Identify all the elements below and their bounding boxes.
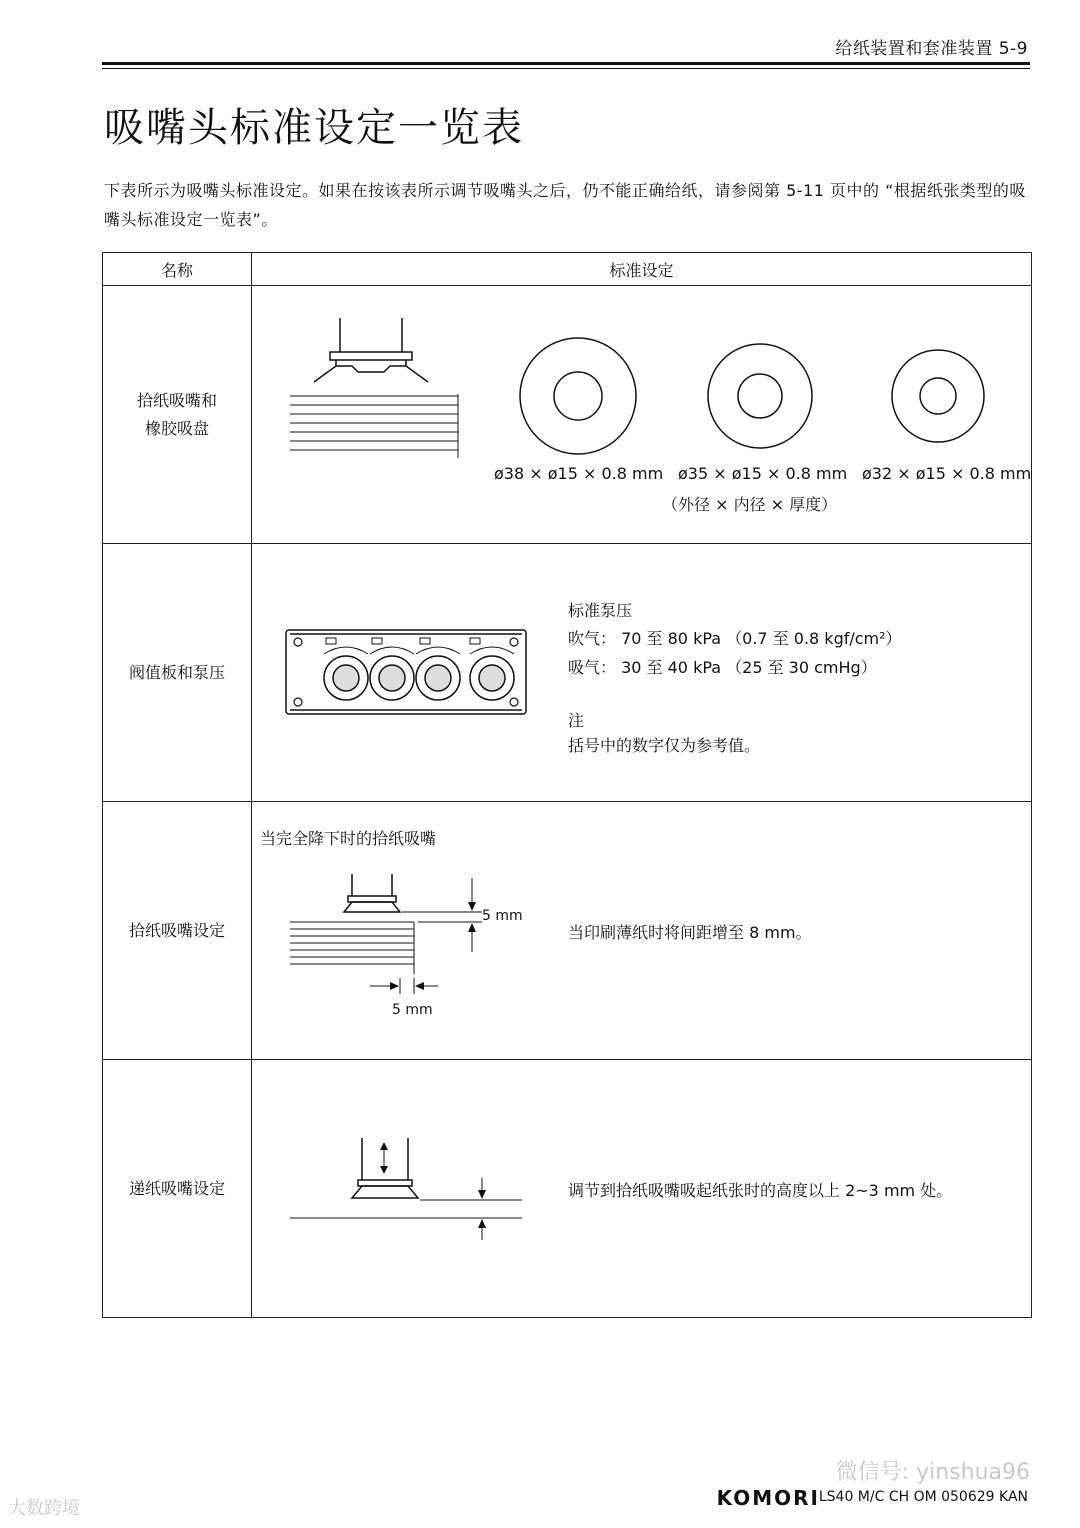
header-rule: [102, 62, 1030, 65]
table-row: [103, 286, 1032, 544]
row-setting-cell: [252, 544, 1032, 802]
forwarding-nozzle-diagram: [252, 1060, 552, 1317]
dimension-arrows: [390, 902, 476, 990]
valve-knobs: [324, 656, 514, 700]
thin-paper-note: 当印刷薄纸时将间距增至 8 mm。: [568, 923, 812, 942]
section-header: 给纸装置和套准装置 5-9: [835, 39, 1028, 59]
rubber-cup-32: [892, 350, 984, 442]
rubber-cup-35-inner: [738, 374, 782, 418]
row-setting-cell: [252, 286, 1032, 544]
cup-size-32: ø32 × ø15 × 0.8 mm: [862, 464, 1032, 483]
row-name-line: 橡胶吸盘: [144, 418, 209, 438]
row-name-cell: [103, 544, 252, 802]
note-label: 注: [568, 711, 585, 730]
screw-icon: [510, 638, 518, 646]
column-header-name: 名称: [103, 253, 252, 286]
row-name-line: 递纸吸嘴设定: [128, 1178, 225, 1198]
column-header-setting: 标准设定: [252, 253, 1032, 286]
page-title: 吸嘴头标准设定一览表: [104, 105, 524, 151]
row-setting-cell: [252, 1060, 1032, 1318]
suction-pressure: 吸气： 30 至 40 kPa （25 至 30 cmHg）: [568, 658, 877, 677]
cup-size-35: ø35 × ø15 × 0.8 mm: [678, 464, 848, 483]
row-name-line: 拾纸吸嘴和: [136, 390, 217, 410]
document-code: LS40 M/C CH OM 050629 KAN: [818, 1489, 1028, 1505]
dimension-arrows: [380, 1142, 486, 1228]
row-name-cell: [103, 286, 252, 544]
row-name-line: 拾纸吸嘴设定: [128, 920, 225, 940]
valve-panel-illustration: [252, 544, 552, 801]
settings-table: [102, 252, 1032, 1318]
cup-size-note: （外径 × 内径 × 厚度）: [662, 495, 838, 514]
rubber-cup-38: [520, 338, 636, 454]
header-rule-thin: [102, 68, 1030, 69]
dim-horizontal: 5 mm: [392, 1002, 433, 1018]
blow-pressure: 吹气： 70 至 80 kPa （0.7 至 0.8 kgf/cm²）: [568, 629, 902, 648]
nozzle-drawing: [314, 318, 428, 382]
rubber-cup-38-inner: [554, 372, 602, 420]
screw-icon: [294, 638, 302, 646]
watermark-left: 大数跨境: [8, 1498, 80, 1519]
screw-icon: [510, 698, 518, 706]
row-setting-cell: [252, 802, 1032, 1060]
screw-icon: [294, 698, 302, 706]
intro-paragraph: 下表所示为吸嘴头标准设定。如果在按该表所示调节吸嘴头之后，仍不能正确给纸，请参阅第 5-11 页中的 “根据纸张类型的吸嘴头标准设定一览表”。: [104, 181, 1026, 229]
rubber-cup-32-inner: [920, 378, 956, 414]
table-row: [103, 1060, 1032, 1318]
watermark-wechat: 微信号: yinshua96: [835, 1460, 1030, 1485]
row-name-cell: [103, 1060, 252, 1318]
note-text: 括号中的数字仅为参考值。: [568, 736, 761, 755]
row-name-cell: [103, 802, 252, 1060]
nozzle-caption: 当完全降下时的拾纸吸嘴: [260, 829, 437, 848]
pickup-nozzle-diagram: [252, 802, 552, 1059]
table-row: [103, 802, 1032, 1060]
cup-size-38: ø38 × ø15 × 0.8 mm: [494, 464, 664, 483]
paper-stack-drawing: [290, 394, 458, 458]
komori-logo: KOMORI: [716, 1486, 820, 1510]
pressure-title: 标准泵压: [568, 601, 633, 620]
rubber-cup-35: [708, 344, 812, 448]
suction-cup-illustration: [252, 286, 1032, 543]
row-name-line: 阀值板和泵压: [128, 662, 225, 682]
height-note: 调节到拾纸吸嘴吸起纸张时的高度以上 2~3 mm 处。: [568, 1181, 953, 1200]
table-row: [103, 544, 1032, 802]
table-header-row: [103, 253, 1032, 286]
dim-vertical: 5 mm: [482, 908, 523, 924]
